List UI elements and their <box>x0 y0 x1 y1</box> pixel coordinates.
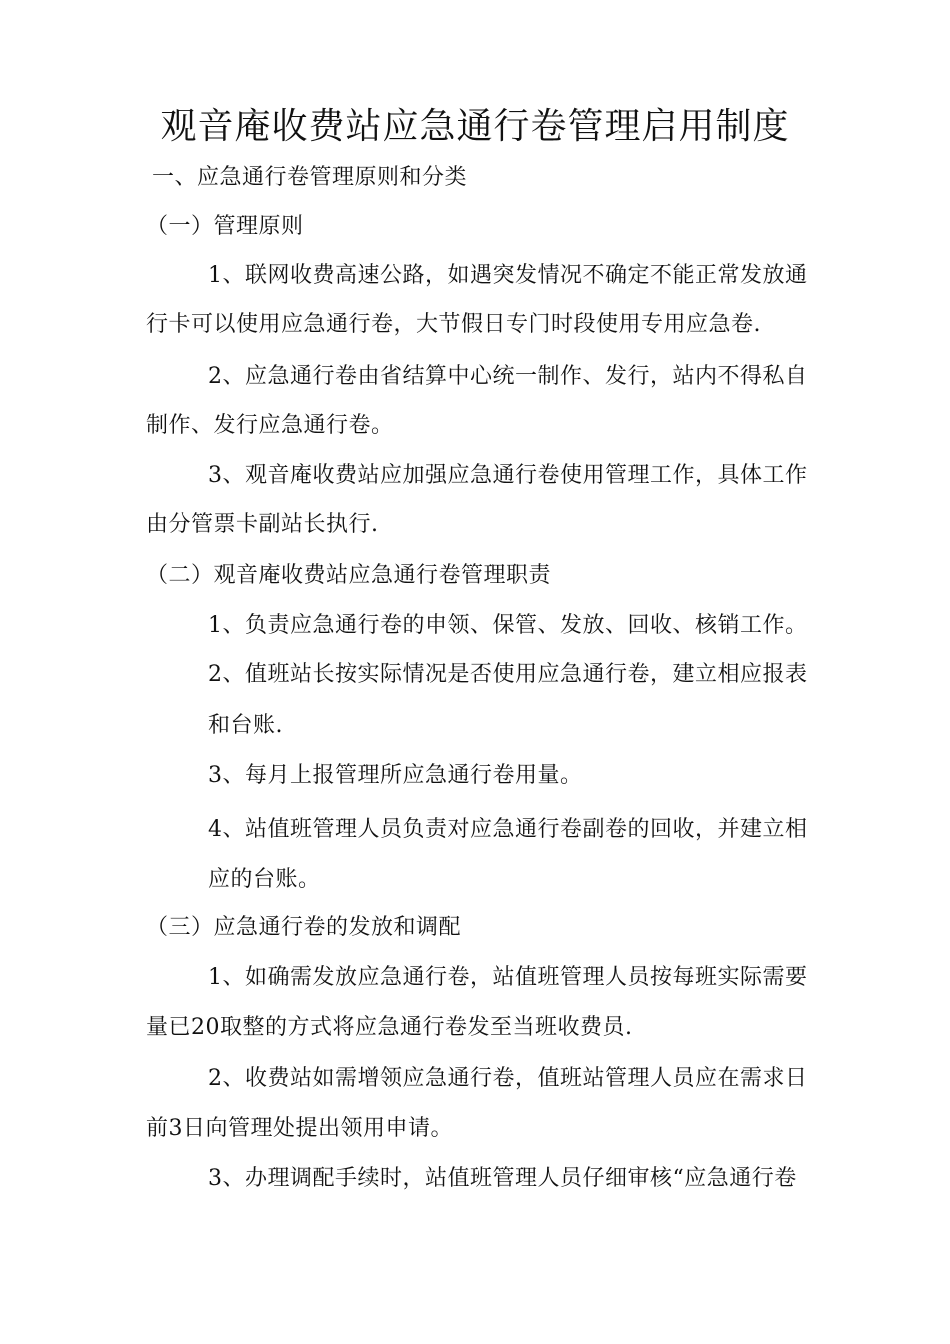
paragraph-line: 2、应急通行卷由省结算中心统一制作、发行，站内不得私自 <box>208 364 808 389</box>
paragraph-line: 3、观音庵收费站应加强应急通行卷使用管理工作，具体工作 <box>208 463 808 488</box>
subsection-heading: （二）观音庵收费站应急通行卷管理职责 <box>146 563 552 588</box>
subsection-heading: （三）应急通行卷的发放和调配 <box>146 915 462 940</box>
subsection-heading: （一）管理原则 <box>146 214 304 239</box>
paragraph-line: 和台账. <box>208 713 283 738</box>
paragraph-line: 制作、发行应急通行卷。 <box>146 413 394 438</box>
paragraph-line: 行卡可以使用应急通行卷，大节假日专门时段使用专用应急卷. <box>146 312 761 337</box>
paragraph-line: 2、收费站如需增领应急通行卷，值班站管理人员应在需求日 <box>208 1066 808 1091</box>
paragraph-line: 3、每月上报管理所应急通行卷用量。 <box>208 763 583 788</box>
paragraph-line: 3、办理调配手续时，站值班管理人员仔细审核“应急通行卷 <box>208 1166 797 1191</box>
paragraph-line: 应的台账。 <box>208 867 321 892</box>
paragraph-line: 1、负责应急通行卷的申领、保管、发放、回收、核销工作。 <box>208 613 808 638</box>
paragraph-line: 由分管票卡副站长执行. <box>146 512 379 537</box>
paragraph-line: 量已20取整的方式将应急通行卷发至当班收费员. <box>146 1015 633 1040</box>
paragraph-line: 4、站值班管理人员负责对应急通行卷副卷的回收，并建立相 <box>208 817 808 842</box>
paragraph-line: 2、值班站长按实际情况是否使用应急通行卷，建立相应报表 <box>208 662 808 687</box>
paragraph-line: 前3日向管理处提出领用申请。 <box>146 1116 453 1141</box>
document-title: 观音庵收费站应急通行卷管理启用制度 <box>160 106 790 147</box>
paragraph-line: 1、如确需发放应急通行卷，站值班管理人员按每班实际需要 <box>208 965 808 990</box>
paragraph-line: 1、联网收费高速公路，如遇突发情况不确定不能正常发放通 <box>208 263 808 288</box>
section-heading: 一、应急通行卷管理原则和分类 <box>152 165 468 190</box>
